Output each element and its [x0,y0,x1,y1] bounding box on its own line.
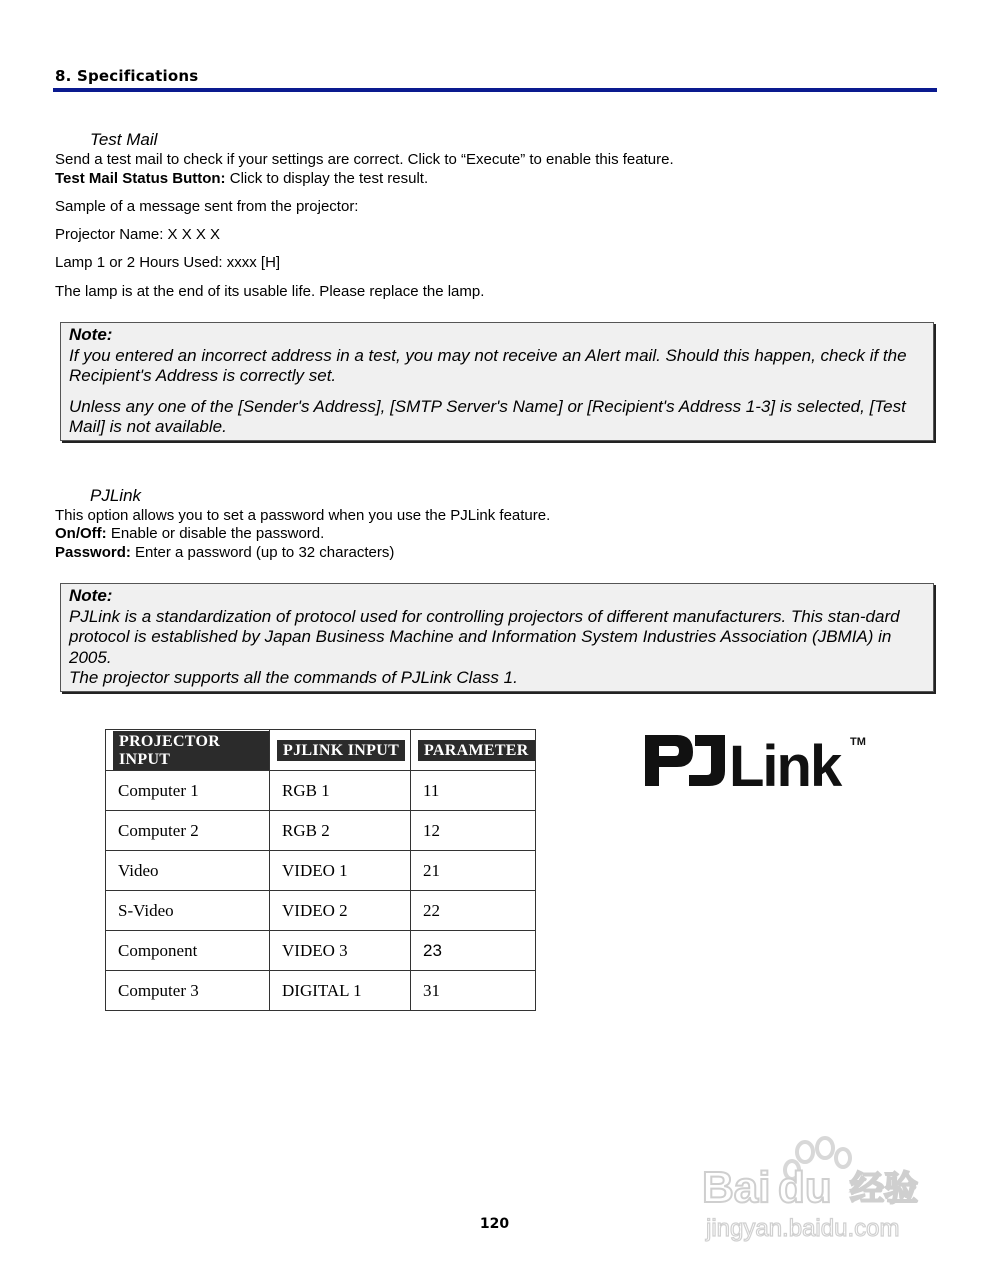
table-row [106,811,536,851]
sample-lamp-message: The lamp is at the end of its usable life. Please replace the lamp. [55,283,485,300]
pjlink-onoff-line [55,525,324,542]
svg-text:Bai: Bai [702,1163,771,1212]
table-cell: Component [106,931,270,971]
pjlink-input-table [105,729,536,1011]
table-header-row [106,730,536,771]
header-divider [53,88,937,92]
test-mail-status-text: Click to display the test result. [225,170,429,187]
table-cell: RGB 2 [270,811,411,851]
pjlink-onoff-label: On/Off: [55,525,107,542]
pjlink-password-label: Password: [55,544,131,561]
table-cell: 31 [411,971,536,1011]
svg-text:Link: Link [729,734,841,791]
note-heading: Note: [69,586,113,605]
table-cell: Computer 3 [106,971,270,1011]
sample-intro: Sample of a message sent from the projector: [55,198,359,215]
test-mail-status-line [55,170,428,187]
pjlink-description: This option allows you to set a password when you use the PJLink feature. [55,507,551,524]
table-cell: VIDEO 2 [270,891,411,931]
sample-projector-name: Projector Name: X X X X [55,226,221,243]
test-mail-description: Send a test mail to check if your settings are correct. Click to “Execute” to enable this feature. [55,151,674,168]
table-row [106,931,536,971]
note-heading: Note: [69,325,113,344]
svg-text:du: du [778,1163,832,1212]
table-cell: 21 [411,851,536,891]
note-paragraph: The projector supports all the commands of PJLink Class 1. [69,668,518,687]
page-number: 120 [479,1216,510,1232]
note-paragraph: PJLink is a standardization of protocol used for controlling projectors of different manufacturers. This stan-dard protocol is established by Japan Business Machine and Information System Industries Association (JBMIA) in 2005. [69,606,900,667]
note-paragraph: If you entered an incorrect address in a test, you may not receive an Alert mail. Should this happen, check if the Recipient's Address is correctly set. [69,345,907,385]
svg-text:jingyan.baidu.com: jingyan.baidu.com [706,1215,900,1242]
column-header: PARAMETER [411,730,536,771]
table-cell: 12 [411,811,536,851]
column-header: PJLINK INPUT [270,730,411,771]
table-cell: RGB 1 [270,771,411,811]
table-cell: 22 [411,891,536,931]
table-cell: VIDEO 1 [270,851,411,891]
test-mail-title: Test Mail [90,130,158,149]
pjlink-title: PJLink [90,486,142,505]
pjlink-logo [643,731,869,796]
pjlink-logo-graphic [643,731,869,791]
table-cell: S-Video [106,891,270,931]
note-box-pjlink [60,583,934,692]
test-mail-status-label: Test Mail Status Button: [55,170,226,187]
table-cell: Computer 2 [106,811,270,851]
column-header: PROJECTOR INPUT [106,730,270,771]
table-cell: Video [106,851,270,891]
table-cell: DIGITAL 1 [270,971,411,1011]
table-cell: VIDEO 3 [270,931,411,971]
section-header: 8. Specifications [55,67,199,85]
svg-text:TM: TM [850,736,866,748]
table-row [106,771,536,811]
table-cell: 23 [411,931,536,971]
table-row [106,851,536,891]
note-paragraph: Unless any one of the [Sender's Address], [SMTP Server's Name] or [Recipient's Address 1-3] is selected, [Test Mail] is not available. [69,396,906,436]
baidu-watermark [700,1130,935,1250]
pjlink-password-line [55,544,394,561]
pjlink-onoff-text: Enable or disable the password. [106,525,325,542]
table-row [106,891,536,931]
table-cell: Computer 1 [106,771,270,811]
sample-lamp-hours: Lamp 1 or 2 Hours Used: xxxx [H] [55,254,281,271]
table-cell: 11 [411,771,536,811]
pjlink-password-text: Enter a password (up to 32 characters) [130,544,395,561]
note-box-test-mail [60,322,934,441]
svg-text:经验: 经验 [850,1169,918,1209]
table-row [106,971,536,1011]
